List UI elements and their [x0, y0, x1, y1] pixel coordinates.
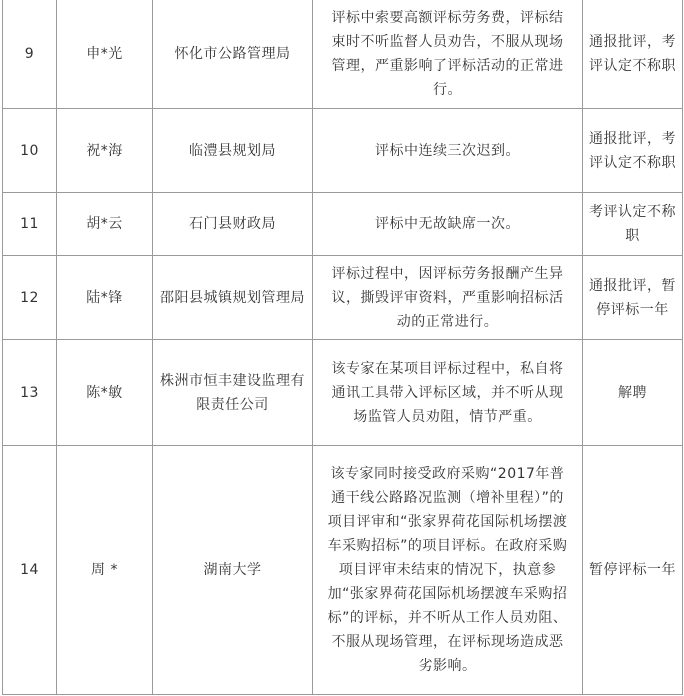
table-row — [3, 446, 683, 695]
penalty: 通报批评，考评认定不称职 — [583, 0, 683, 109]
expert-name: 陆*锋 — [57, 256, 153, 340]
row-number: 12 — [3, 256, 57, 340]
expert-name: 胡*云 — [57, 193, 153, 256]
penalty: 解聘 — [583, 340, 683, 446]
table-row — [3, 193, 683, 256]
penalty: 暂停评标一年 — [583, 446, 683, 695]
records-table — [2, 0, 683, 695]
violation-description: 评标中无故缺席一次。 — [313, 193, 583, 256]
row-number: 11 — [3, 193, 57, 256]
work-unit: 临澧县规划局 — [153, 109, 313, 193]
violation-description: 该专家同时接受政府采购“2017年普通干线公路路况监测（增补里程）”的项目评审和“张家界荷花国际机场摆渡车采购招标”的项目评标。在政府采购项目评审未结束的情况下，执意参加“张家界荷花国际机场摆渡车采购招标”的评标，并不听从工作人员劝阻、不服从现场管理，在评标现场造成恶劣影响。 — [313, 446, 583, 695]
expert-name: 周 * — [57, 446, 153, 695]
expert-name: 申*光 — [57, 0, 153, 109]
work-unit: 怀化市公路管理局 — [153, 0, 313, 109]
penalty: 通报批评，暂停评标一年 — [583, 256, 683, 340]
table-row — [3, 0, 683, 109]
penalty: 通报批评，考评认定不称职 — [583, 109, 683, 193]
work-unit: 邵阳县城镇规划管理局 — [153, 256, 313, 340]
expert-name: 祝*海 — [57, 109, 153, 193]
penalty: 考评认定不称职 — [583, 193, 683, 256]
row-number: 10 — [3, 109, 57, 193]
row-number: 13 — [3, 340, 57, 446]
violation-description: 评标中连续三次迟到。 — [313, 109, 583, 193]
violation-description: 评标过程中，因评标劳务报酬产生异议，撕毁评审资料，严重影响招标活动的正常进行。 — [313, 256, 583, 340]
violation-description: 该专家在某项目评标过程中，私自将通讯工具带入评标区域，并不听从现场监管人员劝阻，情节严重。 — [313, 340, 583, 446]
records-table-body — [3, 0, 683, 695]
table-row — [3, 109, 683, 193]
work-unit: 石门县财政局 — [153, 193, 313, 256]
table-row — [3, 256, 683, 340]
work-unit: 湖南大学 — [153, 446, 313, 695]
violation-description: 评标中索要高额评标劳务费，评标结束时不听监督人员劝告，不服从现场管理，严重影响了评标活动的正常进行。 — [313, 0, 583, 109]
row-number: 14 — [3, 446, 57, 695]
row-number: 9 — [3, 0, 57, 109]
work-unit: 株洲市恒丰建设监理有限责任公司 — [153, 340, 313, 446]
expert-name: 陈*敏 — [57, 340, 153, 446]
table-row — [3, 340, 683, 446]
